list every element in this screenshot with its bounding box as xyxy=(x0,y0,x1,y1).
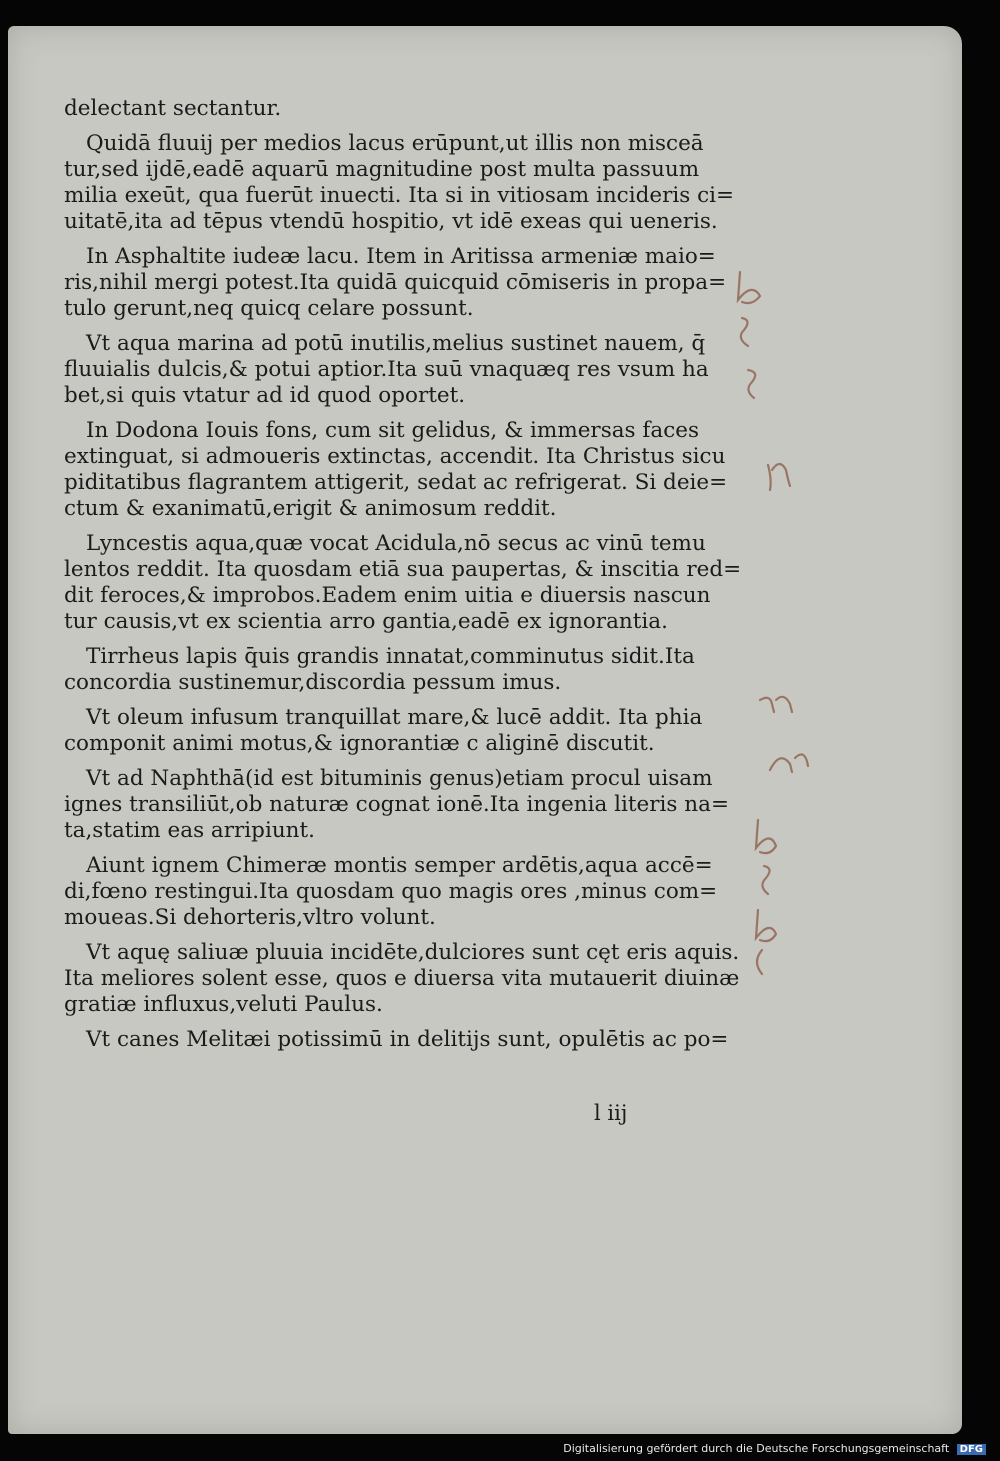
text-line: tur causis,vt ex scientia arro gantia,eadē ex ignorantia. xyxy=(64,609,668,634)
text-line: In Asphaltite iudeæ lacu. Item in Aritissa armeniæ maio= xyxy=(86,244,716,269)
text-line: Ita meliores solent esse, quos e diuersa vita mutauerit diuinæ xyxy=(64,966,740,991)
text-line: moueas.Si dehorteris,vltro volunt. xyxy=(64,905,436,930)
text-line: Vt oleum infusum tranquillat mare,& lucē addit. Ita phia xyxy=(86,705,703,730)
text-line: milia exeūt, qua fuerūt inuecti. Ita si in vitiosam incideris ci= xyxy=(64,183,735,208)
dfg-logo: DFG xyxy=(957,1444,986,1455)
text-line: Tirrheus lapis q̄uis grandis innatat,comminutus sidit.Ita xyxy=(86,644,695,669)
text-line: piditatibus flagrantem attigerit, sedat ac refrigerat. Si deie= xyxy=(64,470,728,495)
text-line: uitatē,ita ad tēpus vtendū hospitio, vt idē exeas qui ueneris. xyxy=(64,209,718,234)
footer-text: Digitalisierung gefördert durch die Deutsche Forschungsgemeinschaft xyxy=(563,1442,950,1455)
text-line: tur,sed ijdē,eadē aquarū magnitudine post multa passuum xyxy=(64,157,700,182)
text-line: Vt canes Melitæi potissimū in delitijs sunt, opulētis ac po= xyxy=(86,1027,729,1052)
paragraph xyxy=(64,1027,744,1053)
text-line: In Dodona Iouis fons, cum sit gelidus, & immersas faces xyxy=(86,418,700,443)
text-line: tulo gerunt,neq quicq celare possunt. xyxy=(64,296,474,321)
paragraph xyxy=(64,418,744,522)
text-line: Vt ad Naphthā(id est bituminis genus)etiam procul uisam xyxy=(86,766,713,791)
paragraph xyxy=(64,705,744,757)
text-line: lentos reddit. Ita quosdam etiā sua paupertas, & inscitia red= xyxy=(64,557,742,582)
text-line: concordia sustinemur,discordia pessum imus. xyxy=(64,670,562,695)
text-line: Vt aqua marina ad potū inutilis,melius sustinet nauem, q̄ xyxy=(86,331,706,356)
text-line: fluuialis dulcis,& potui aptior.Ita suū vnaquæq res vsum ha xyxy=(64,357,709,382)
paragraph xyxy=(64,531,744,635)
paragraph xyxy=(64,644,744,696)
text-line: delectant sectantur. xyxy=(64,96,282,121)
paragraph xyxy=(64,244,744,322)
text-line: bet,si quis vtatur ad id quod oportet. xyxy=(64,383,466,408)
signature-mark: l iij xyxy=(594,1101,628,1125)
paragraph xyxy=(64,940,744,1018)
text-line: componit animi motus,& ignorantiæ c aliginē discutit. xyxy=(64,731,655,756)
text-line: Aiunt ignem Chimeræ montis semper ardētis,aqua accē= xyxy=(86,853,713,878)
paragraph xyxy=(64,331,744,409)
text-line: Vt aquę saliuæ pluuia incidēte,dulciores sunt cęt eris aquis. xyxy=(86,940,740,965)
text-line: ris,nihil mergi potest.Ita quidā quicquid cōmiseris in propa= xyxy=(64,270,727,295)
text-line: ctum & exanimatū,erigit & animosum reddit. xyxy=(64,496,557,521)
page-text xyxy=(64,96,744,1062)
paragraph xyxy=(64,853,744,931)
text-line: gratiæ influxus,veluti Paulus. xyxy=(64,992,383,1017)
text-line: ignes transiliūt,ob naturæ cognat ionē.Ita ingenia literis na= xyxy=(64,792,729,817)
text-line: ta,statim eas arripiunt. xyxy=(64,818,315,843)
paragraph xyxy=(64,131,744,235)
text-line: di,fœno restingui.Ita quosdam quo magis ores ,minus com= xyxy=(64,879,718,904)
text-line: Lyncestis aqua,quæ vocat Acidula,nō secus ac vinū temu xyxy=(86,531,706,556)
text-line: extinguat, si admoueris extinctas, accendit. Ita Christus sicu xyxy=(64,444,726,469)
text-line: dit feroces,& improbos.Eadem enim uitia e diuersis nascun xyxy=(64,583,711,608)
digitization-footer xyxy=(563,1442,986,1455)
paragraph xyxy=(64,96,744,122)
paragraph xyxy=(64,766,744,844)
text-line: Quidā fluuij per medios lacus erūpunt,ut illis non misceā xyxy=(86,131,704,156)
